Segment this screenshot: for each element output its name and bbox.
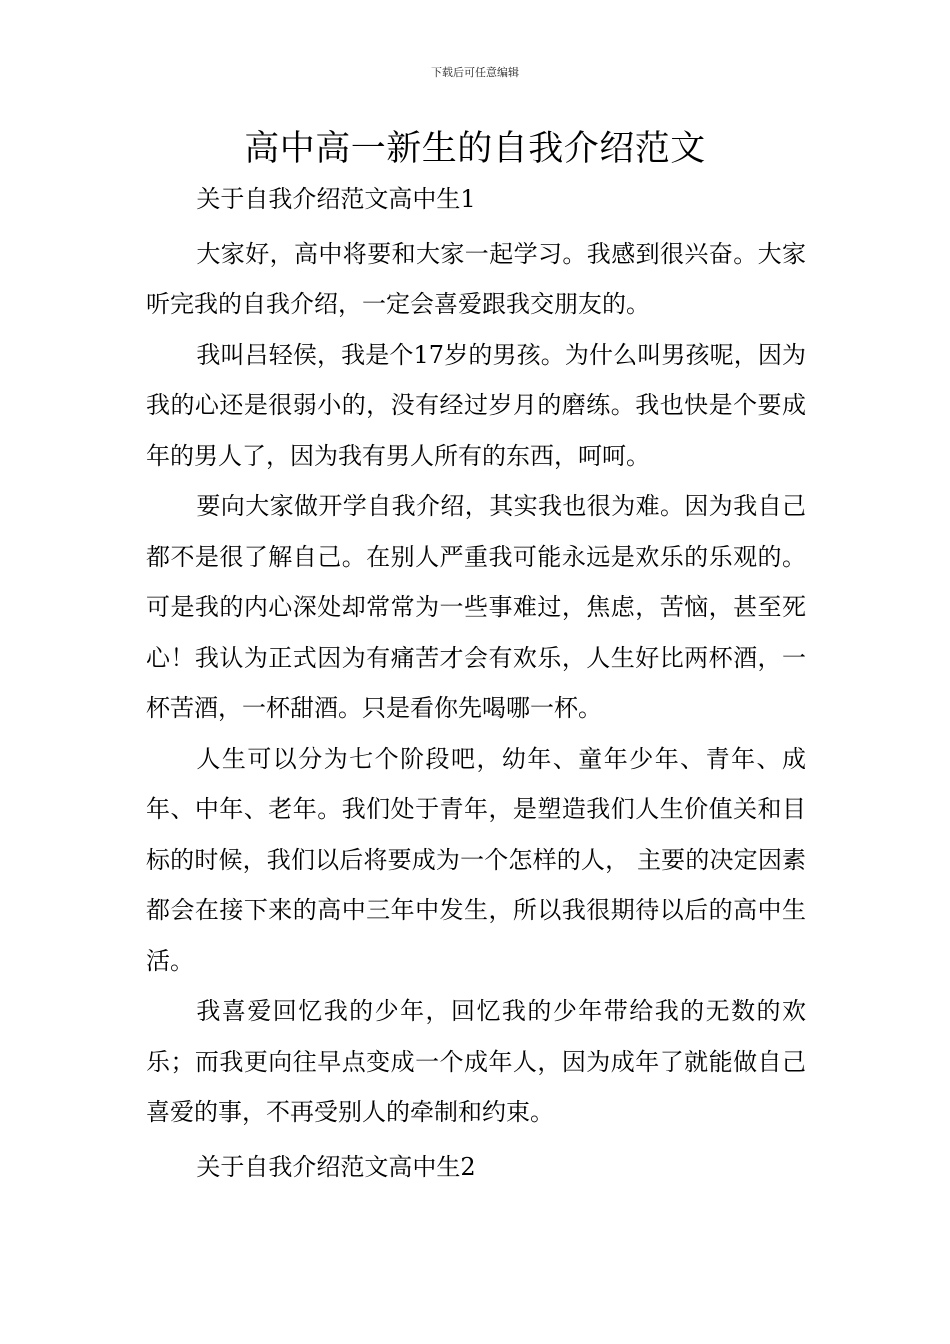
paragraph: 要向大家做开学自我介绍，其实我也很为难。因为我自己都不是很了解自己。在别人严重我可能永远是欢乐的乐观的。可是我的内心深处却常常为一些事难过，焦虑，苦恼，甚至死心！我认为正式因为有痛苦才会有欢乐，人生好比两杯酒，一杯苦酒，一杯甜酒。只是看你先喝哪一杯。 <box>146 492 806 722</box>
paragraph: 我叫吕轻侯，我是个17岁的男孩。为什么叫男孩呢，因为我的心还是很弱小的，没有经过岁月的磨练。我也快是个要成年的男人了，因为我有男人所有的东西，呵呵。 <box>146 340 806 470</box>
paragraph: 大家好，高中将要和大家一起学习。我感到很兴奋。大家听完我的自我介绍，一定会喜爱跟我交朋友的。 <box>146 239 806 318</box>
paragraph: 我喜爱回忆我的少年，回忆我的少年带给我的无数的欢乐；而我更向往早点变成一个成年人，因为成年了就能做自己喜爱的事，不再受别人的牵制和约束。 <box>146 997 806 1126</box>
document-body <box>146 174 806 1196</box>
header-note: 下载后可任意编辑 <box>431 66 519 79</box>
paragraph: 人生可以分为七个阶段吧，幼年、童年少年、青年、成年、中年、老年。我们处于青年，是塑造我们人生价值关和目标的时候，我们以后将要成为一个怎样的人， 主要的决定因素都会在接下来的高中三年中发生，所以我很期待以后的高中生活。 <box>146 744 806 975</box>
section-heading-1: 关于自我介绍范文高中生1 <box>196 185 476 213</box>
section-heading-2: 关于自我介绍范文高中生2 <box>196 1152 476 1181</box>
document-title: 高中高一新生的自我介绍范文 <box>244 129 706 169</box>
